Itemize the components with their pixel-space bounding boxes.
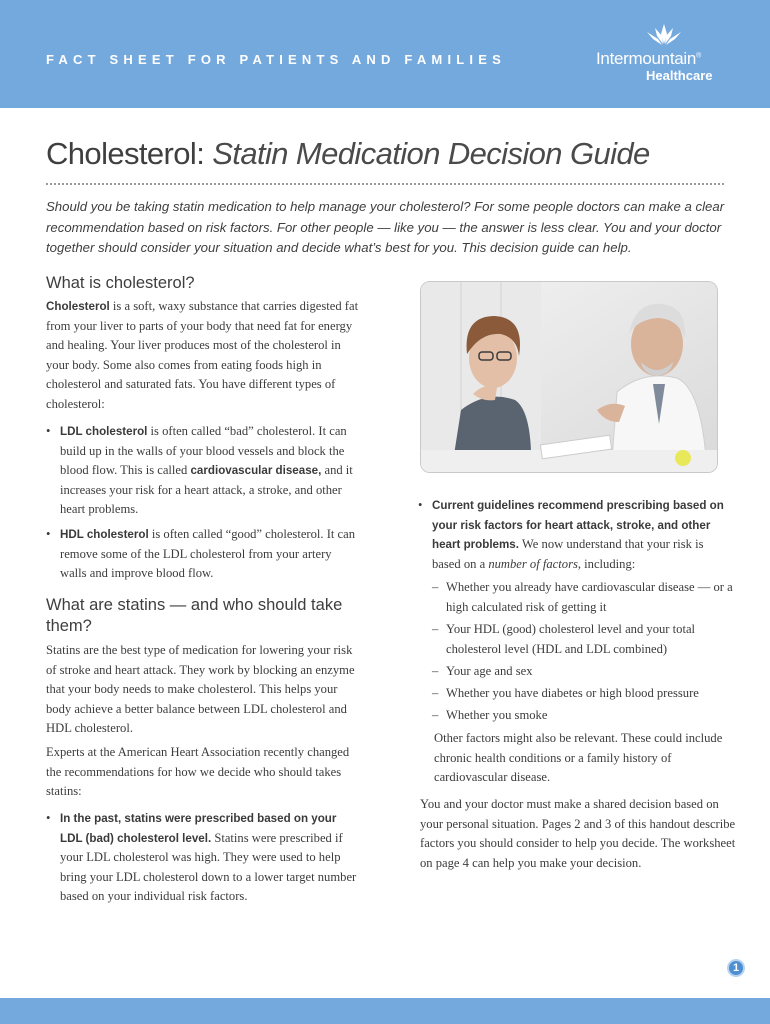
bullet-past-prescribing: • In the past, statins were prescribed based on your LDL (bad) cholesterol level. Statins were prescribed if your LDL cholesterol was high. They were used to help bring your LDL cholesterol down to a lower target number based on your individual risk factors.: [46, 811, 357, 904]
logo-name: Intermountain®: [596, 49, 701, 68]
cholesterol-paragraph: Cholesterol is a soft, waxy substance that carries digested fat from your liver to parts of your body that need fat for energy and healing. Your liver produces most of the cholesterol in your body. Some also comes from eating foods high in cholesterol and saturated fats. You have different types of cholesterol:: [46, 299, 359, 411]
heading-what-are-statins: What are statins — and who should take them?: [46, 596, 343, 635]
dash-marker: –: [432, 686, 439, 700]
bullet-dot: •: [418, 498, 423, 512]
bullet-hdl: • HDL cholesterol is often called “good” cholesterol. It can remove some of the LDL cholesterol from your artery walls and improve blood flow.: [46, 527, 356, 581]
ldl-term: LDL cholesterol: [60, 425, 148, 438]
fact-sheet-label: FACT SHEET FOR PATIENTS AND FAMILIES: [46, 52, 506, 67]
bullet-ldl: • LDL cholesterol is often called “bad” cholesterol. It can build up in the walls of your blood vessels and block the blood flow. This is called cardiovascular disease, and it increases your risk for a heart attack, a stroke, and other heart problems.: [46, 424, 353, 517]
heading-what-is-cholesterol: What is cholesterol?: [46, 274, 195, 292]
hdl-term: HDL cholesterol: [60, 528, 149, 541]
header-banner: [0, 0, 770, 108]
other-factors-paragraph: Other factors might also be relevant. These could include chronic health conditions or a family history of cardiovascular disease.: [434, 731, 723, 785]
current-guidelines-term: Current guidelines recommend prescribing based on your risk factors for heart attack, stroke, and other heart problems.: [432, 499, 724, 552]
bullet-current-guidelines: • Current guidelines recommend prescribing based on your risk factors for heart attack, stroke, and other heart problems. We now understand that your risk is based on a number of factors, including:: [418, 498, 724, 571]
statins-paragraph: Statins are the best type of medication for lowering your risk of stroke and heart attack. They work by blocking an enzyme that your body needs to make cholesterol. This helps your body achieve a better balance between LDL cholesterol and HDL cholesterol.: [46, 643, 355, 736]
doctor-patient-photo: [420, 281, 718, 473]
cholesterol-term: Cholesterol: [46, 300, 110, 313]
dash-marker: –: [432, 580, 439, 594]
doctor-patient-illustration: [421, 282, 718, 473]
footer-band: [0, 998, 770, 1024]
shared-decision-paragraph: You and your doctor must make a shared decision based on your personal situation. Pages 2 and 3 of this handout describe factors you should consider to help you decide. The worksheet on page 4 can help you make your decision.: [420, 797, 736, 870]
intermountain-logo: [596, 22, 736, 92]
dash-marker: –: [432, 664, 439, 678]
experts-paragraph: Experts at the American Heart Association recently changed the recommendations for how we decide who should takes statins:: [46, 745, 350, 799]
title-divider: [46, 183, 724, 185]
intro-paragraph: Should you be taking statin medication to help manage your cholesterol? For some people doctors can make a clear recommendation based on risk factors. For other people — like you — the answer is less clear. You and your doctor together should consider your situation and decide what’s best for you. This decision guide can help.: [46, 199, 725, 255]
number-of-factors-text: number of factors: [488, 556, 578, 571]
title-main: Cholesterol:: [46, 136, 205, 171]
bullet-dot: •: [46, 424, 51, 438]
dash-marker: –: [432, 708, 439, 722]
cardiovascular-disease-term: cardiovascular disease,: [190, 464, 322, 478]
title-subtitle: Statin Medication Decision Guide: [212, 136, 650, 171]
dash-marker: –: [432, 622, 439, 636]
bullet-dot: •: [46, 527, 51, 541]
page-number-badge: 1: [727, 959, 745, 977]
intermountain-logo-icon: [644, 22, 684, 50]
bullet-dot: •: [46, 811, 51, 825]
logo-subtitle: Healthcare: [646, 68, 713, 83]
past-prescribing-term: In the past, statins were prescribed based on your LDL (bad) cholesterol level.: [60, 812, 337, 845]
page-title: [46, 136, 650, 172]
